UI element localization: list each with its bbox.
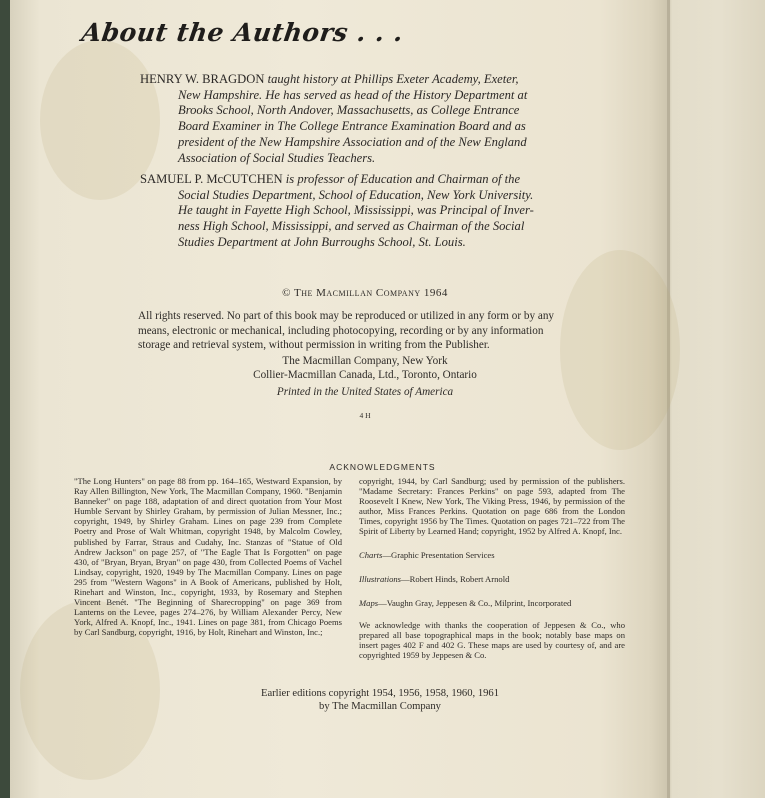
bio-line: Social Studies Department, School of Education, New York University. [178,187,534,202]
bio-line: Studies Department at John Burroughs School, St. Louis. [178,234,466,249]
publisher-line: Collier-Macmillan Canada, Ltd., Toronto, Ontario [253,369,477,381]
earlier-editions [180,688,580,713]
bio-line: Association of Social Studies Teachers. [178,150,376,165]
credit-name: —Robert Hinds, Robert Arnold [401,573,510,584]
acknowledgments-text: copyright, 1944, by Carl Sandburg; used by permission of the publishers. "Madame Secretary: Frances Perkins" on page 593, adapted from The Roosevelt I Knew, New York, The Viking Press, 1946, by permission of the author, Miss Frances Perkins. Quotation on page 686 from the London Times, copyright 1956 by The Times. Quotation on pages 721–722 from The Spirit of Liberty by Learned Hand; copyright, 1952 by Alfred A. Knopf, Inc. [359,476,625,537]
jeppesen-acknowledgment: We acknowledge with thanks the cooperation of Jeppesen & Co., who prepared all base topographical maps in the book; notably base maps on insert pages 402 F and 402 G. These maps are used by courtesy of, and are copyrighted 1959 by Jeppesen & Co. [359,619,625,661]
credit-illustrations [359,574,625,584]
acknowledgments-heading: ACKNOWLEDGMENTS [329,462,436,472]
credit-maps [359,598,625,608]
credit-charts [359,550,625,560]
credit-name: —Vaughn Gray, Jeppesen & Co., Milprint, Incorporated [378,597,572,608]
credit-role: Illustrations [359,573,402,584]
earlier-editions-line: Earlier editions copyright 1954, 1956, 1958, 1960, 1961 [260,688,500,699]
credits-list [359,550,625,608]
publisher-block [200,354,530,382]
bio-line: He taught in Fayette High School, Mississippi, was Principal of Inver- [178,203,534,218]
author-bio-mccutchen [140,172,572,251]
acknowledgments-left-column [74,476,342,638]
publisher-line: The Macmillan Company, New York [282,355,448,367]
print-code: 4 H [359,411,371,420]
earlier-editions-line: by The Macmillan Company [319,700,441,712]
bio-line: New Hampshire. He has served as head of the History Department at [178,87,528,102]
bio-line: ness High School, Mississippi, and served as Chairman of the Social [178,219,525,234]
copyright-notice: © The Macmillan Company 1964 [282,287,448,299]
page-title: About the Authors . . . [79,18,406,47]
bio-line: taught history at Phillips Exeter Academy, Exeter, [267,72,519,86]
credit-role: Charts [359,549,383,560]
acknowledgments-text: "The Long Hunters" on page 88 from pp. 164–165, Westward Expansion, by Ray Allen Billington, New York, The Macmillan Company, 1960. "Benjamin Banneker" on page 188, adaptation of and direct quotation from Your Most Humble Servant by Shirley Graham, by permission of Julian Messner, Inc.; copyright, 1949, by Shirley Graham. Lines on page 239 from Complete Poetry and Prose of Walt Whitman, copyright 1948, by Malcolm Cowley, published by Farrar, Straus and Cudahy, Inc. Stanzas of "Statue of Old Andrew Jackson" on page 257, of "The Eagle That Is Forgotten" on page 430, of "Bryan, Bryan, Bryan" on page 430, from Collected Poems of Vachel Lindsay, copyright, 1920, 1949 by The Macmillan Company. Lines on page 295 from "Western Wagons" in A Book of Americans, published by Holt, Rinehart and Winston, Inc., copyright, 1933, by Rosemary and Stephen Vincent Benét. "The Beginning of Sharecropping" on page 369 from Lanterns on the Levee, pages 274–276, by William Alexander Percy, New York, Alfred A. Knopf, Inc., 1941. Lines on page 381, from Chicago Poems by Carl Sandburg, copyright, 1916, by Holt, Rinehart and Winston, Inc.; [74,476,342,638]
author-name: HENRY W. BRAGDON [140,72,265,86]
acknowledgments-right-column [359,476,625,660]
credit-name: —Graphic Presentation Services [382,549,495,560]
bio-line: Board Examiner in The College Entrance Examination Board and as [178,119,526,134]
author-bio-bragdon [140,72,572,166]
credit-role: Maps [359,597,379,608]
author-name: SAMUEL P. McCUTCHEN [140,172,283,186]
bio-line: Brooks School, North Andover, Massachusetts, as College Entrance [178,103,520,118]
rights-statement: All rights reserved. No part of this book may be reproduced or utilized in any form or by any means, electronic or mechanical, including photocopying, recording or by any information storage and retrieval system, without permission in writing from the Publisher. [138,310,555,351]
bio-line: president of the New Hampshire Association and of the New England [178,134,527,149]
printed-in: Printed in the United States of America [276,386,454,398]
bio-line: is professor of Education and Chairman of the [285,172,521,186]
